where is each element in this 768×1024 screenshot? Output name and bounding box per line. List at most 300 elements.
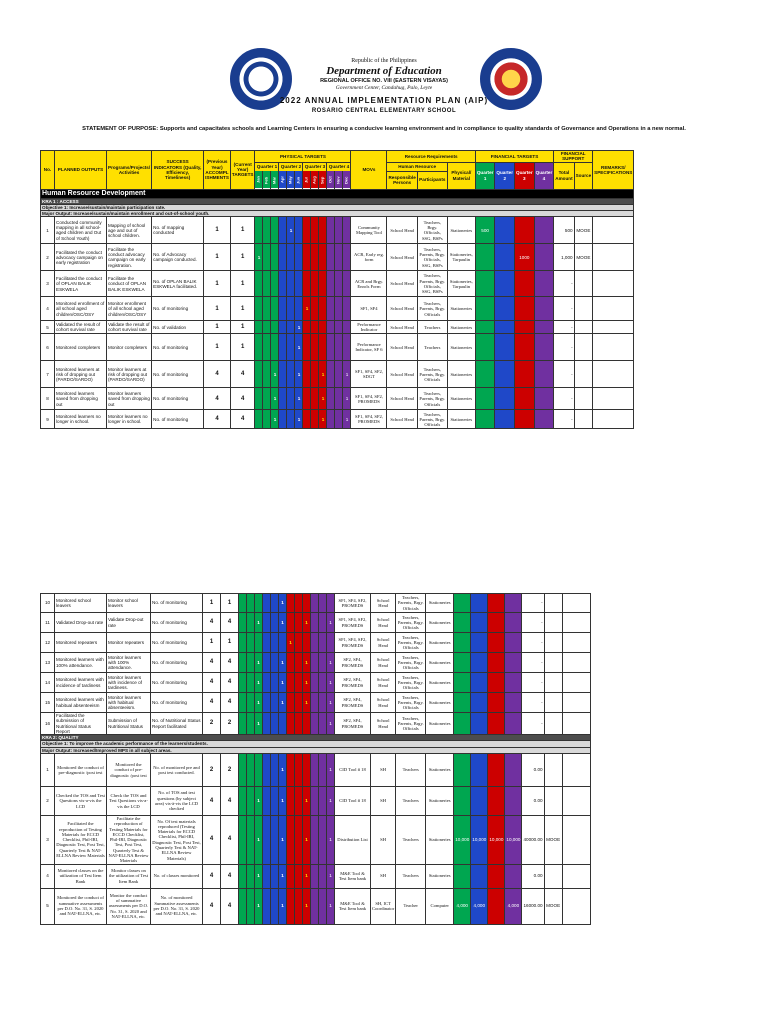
month-target-jun: 1	[279, 613, 287, 633]
row-number: 5	[41, 888, 55, 924]
table-row	[41, 410, 634, 429]
success-indicator: No. Of test materials reproduced (Testing Materials for ECCD Checklist, Phil-IRI, Diagnostic Test, Post Test, Quarterly Test & NAT-ELLNA Review Materials)	[151, 815, 203, 864]
participants: Teachers, Parents, Brgy. Officials	[417, 388, 447, 410]
month-target-jan	[239, 815, 247, 864]
planned-output: Facilitated the submission of Nutritional Status Report	[55, 713, 107, 735]
remarks	[562, 864, 590, 888]
responsible-person: School Head	[387, 388, 417, 410]
department-name: Department of Education	[326, 65, 442, 77]
responsible-person: School Head	[371, 693, 396, 713]
month-target-feb	[263, 410, 271, 429]
previous-accomplishment: 1	[204, 217, 231, 244]
planned-output: Monitored learners with 100% attendance.	[55, 653, 107, 673]
movs: Performance Indicator, SF 6	[351, 334, 387, 361]
month-target-jul	[303, 271, 311, 297]
month-jun: Jun	[295, 171, 303, 189]
table-body-page-1	[41, 217, 634, 429]
month-target-aug	[295, 864, 303, 888]
responsible-person: School Head	[371, 633, 396, 653]
month-target-nov	[335, 217, 343, 244]
success-indicator: No. of Nutritional Status Report facilitated	[151, 713, 203, 735]
month-target-nov	[319, 693, 327, 713]
purpose-label: STATEMENT OF PURPOSE:	[82, 126, 159, 132]
financial-quarter-3	[515, 217, 535, 244]
month-target-jan	[239, 693, 247, 713]
planned-output: Conducted community mapping in all school-aged children and Out of School Youth)	[55, 217, 107, 244]
financial-quarter-4	[534, 217, 554, 244]
row-number: 4	[41, 297, 55, 321]
success-indicator: No. of TOS and test questions (by subject area) vis-à-vis the LCD checked	[151, 786, 203, 815]
col-human-resource: Human Resource	[387, 162, 447, 171]
month-target-apr	[279, 244, 287, 271]
month-target-apr	[279, 297, 287, 321]
col-movs: MOVs	[351, 151, 387, 190]
table-row	[41, 271, 634, 297]
month-target-nov	[319, 888, 327, 924]
month-target-oct	[327, 244, 335, 271]
month-target-jul	[287, 864, 295, 888]
table-row	[41, 594, 591, 613]
planned-output: Monitored learners with incidence of tardiness	[55, 673, 107, 693]
major-output-2-label: Major Output: Increased/Improved MPS in all subject areas.	[41, 747, 591, 753]
month-target-jun: 1	[295, 334, 303, 361]
financial-quarter-3	[515, 271, 535, 297]
current-target: 4	[221, 653, 239, 673]
fund-source	[544, 786, 562, 815]
program-activity: Monitor learners with incidence of tardiness.	[107, 673, 151, 693]
success-indicator: No. of validation	[152, 321, 204, 334]
month-target-feb	[247, 815, 255, 864]
month-target-oct	[327, 217, 335, 244]
table-row	[41, 693, 591, 713]
month-target-feb	[247, 753, 255, 786]
current-target: 4	[221, 673, 239, 693]
participants: Teachers, Parents, Brgy. Officials, SSG, BSPs	[417, 244, 447, 271]
financial-quarter-4	[534, 271, 554, 297]
month-target-feb	[247, 673, 255, 693]
col-planned-outputs: PLANNED OUTPUTS	[55, 151, 107, 190]
month-target-jan	[239, 786, 247, 815]
month-target-mar: 1	[255, 815, 263, 864]
month-target-jan	[255, 410, 263, 429]
month-target-oct	[311, 673, 319, 693]
remarks	[562, 613, 590, 633]
financial-quarter-4	[505, 594, 522, 613]
col-quarter-2: Quarter 2	[279, 162, 303, 171]
responsible-person: School Head	[371, 653, 396, 673]
month-target-feb	[263, 334, 271, 361]
month-target-sep: 1	[319, 361, 327, 388]
responsible-person: SH	[371, 786, 396, 815]
fund-source	[574, 334, 593, 361]
month-target-feb	[247, 786, 255, 815]
table-row	[41, 673, 591, 693]
month-target-feb	[247, 633, 255, 653]
financial-quarter-3	[515, 297, 535, 321]
month-target-nov	[319, 713, 327, 735]
total-amount: -	[522, 713, 544, 735]
responsible-person: School Head	[371, 673, 396, 693]
month-target-jul: 1	[287, 633, 295, 653]
planned-output: Monitored school leavers	[55, 594, 107, 613]
month-target-jun: 1	[279, 653, 287, 673]
total-amount: -	[522, 633, 544, 653]
month-target-jun: 1	[279, 815, 287, 864]
month-target-oct	[311, 713, 319, 735]
row-number: 7	[41, 361, 55, 388]
responsible-person: School Head	[371, 613, 396, 633]
col-total-amount: Total Amount	[554, 162, 574, 189]
program-activity: Validate the result of cohort survival rate	[107, 321, 152, 334]
month-target-may	[287, 297, 295, 321]
financial-quarter-1	[475, 361, 495, 388]
month-target-jan	[255, 321, 263, 334]
month-target-apr	[263, 786, 271, 815]
month-target-oct	[311, 693, 319, 713]
month-target-sep	[303, 713, 311, 735]
success-indicator: No. of monitoring	[151, 673, 203, 693]
month-target-oct	[327, 321, 335, 334]
month-target-may	[271, 786, 279, 815]
month-target-sep	[319, 297, 327, 321]
financial-quarter-3	[488, 753, 505, 786]
financial-quarter-3	[515, 334, 535, 361]
physical-material: Stationeries	[447, 321, 475, 334]
month-target-jul	[287, 786, 295, 815]
movs: SF1, SF4	[351, 297, 387, 321]
month-target-nov	[335, 244, 343, 271]
month-target-mar: 1	[271, 388, 279, 410]
movs: Performance Indicator	[351, 321, 387, 334]
movs: ACR, Early reg. form	[351, 244, 387, 271]
success-indicator: No. of monitoring	[152, 388, 204, 410]
financial-quarter-1	[454, 753, 471, 786]
participants: Teachers, Parents, Brgy. Officials, SSG, BSPs	[417, 271, 447, 297]
month-target-feb	[247, 713, 255, 735]
financial-quarter-4: 4,000	[505, 888, 522, 924]
month-target-nov	[335, 334, 343, 361]
financial-quarter-2	[495, 334, 515, 361]
table-body-page-2-quality	[41, 753, 591, 924]
fund-source	[544, 613, 562, 633]
month-target-may	[271, 594, 279, 613]
responsible-person: School Head	[387, 334, 417, 361]
remarks	[562, 888, 590, 924]
remarks	[593, 217, 634, 244]
financial-quarter-1	[475, 321, 495, 334]
remarks	[593, 388, 634, 410]
month-target-aug	[295, 815, 303, 864]
financial-quarter-3	[515, 321, 535, 334]
month-target-mar	[255, 633, 263, 653]
month-target-oct	[311, 753, 319, 786]
financial-quarter-4	[534, 388, 554, 410]
month-target-oct	[327, 271, 335, 297]
responsible-person: School Head	[387, 361, 417, 388]
total-amount: 500	[554, 217, 574, 244]
financial-quarter-1	[454, 653, 471, 673]
month-target-nov	[335, 321, 343, 334]
kra-2-label: KRA 2: QUALITY	[41, 735, 591, 741]
month-target-may	[287, 388, 295, 410]
row-number: 1	[41, 753, 55, 786]
row-number: 4	[41, 864, 55, 888]
participants: Teachers	[396, 864, 426, 888]
col-quarter-4: Quarter 4	[327, 162, 351, 171]
col-current: (Current Year) TARGETS	[230, 151, 255, 190]
responsible-person: School Head	[387, 321, 417, 334]
month-target-jan	[239, 753, 247, 786]
month-target-jun: 1	[295, 410, 303, 429]
previous-accomplishment: 4	[203, 815, 221, 864]
month-target-sep: 1	[303, 786, 311, 815]
month-target-jul	[303, 217, 311, 244]
financial-quarter-4	[534, 297, 554, 321]
financial-quarter-1	[454, 594, 471, 613]
participants: Teachers, Parents, Brgy. Officials	[396, 613, 426, 633]
current-target: 1	[230, 217, 255, 244]
success-indicator: No. of monitoring	[151, 633, 203, 653]
planned-output: Validated the result of cohort survival rate	[55, 321, 107, 334]
table-row	[41, 753, 591, 786]
month-target-sep: 1	[303, 613, 311, 633]
remarks	[562, 753, 590, 786]
col-quarter-3: Quarter 3	[303, 162, 327, 171]
planned-output: Monitored learners at risk of dropping out (PARDO/SARDO)	[55, 361, 107, 388]
participants: Teacher	[396, 888, 426, 924]
program-activity: Monitor learners saved from dropping out	[107, 388, 152, 410]
col-quarter-1: Quarter 1	[255, 162, 279, 171]
planned-output: Monitored learners saved from dropping out	[55, 388, 107, 410]
previous-accomplishment: 1	[204, 321, 231, 334]
month-sep: Sep	[319, 171, 327, 189]
month-target-apr	[279, 334, 287, 361]
financial-quarter-1	[454, 633, 471, 653]
month-target-may	[271, 633, 279, 653]
total-amount: -	[522, 594, 544, 613]
financial-quarter-1	[475, 244, 495, 271]
month-target-jan	[255, 217, 263, 244]
section-title-row	[41, 189, 634, 198]
physical-material: Stationeries	[426, 633, 454, 653]
table-row	[41, 786, 591, 815]
month-target-nov	[319, 653, 327, 673]
month-target-jul	[287, 594, 295, 613]
col-participants: Participants	[417, 171, 447, 189]
total-amount: -	[554, 388, 574, 410]
col-fin-quarter-3: Quarter 3	[515, 162, 535, 189]
movs: SF1, SF4, SF2, PROMEDS	[351, 410, 387, 429]
col-physical-material: Physical/ Material	[447, 162, 475, 189]
col-indicators: SUCCESS INDICATORS (Quality, Efficiency, Timeliness)	[152, 151, 204, 190]
row-number: 12	[41, 633, 55, 653]
movs: M&E Tool & Test Item bank	[335, 864, 371, 888]
planned-output: Checked the TOS and Test Questions vis-a-vis the LCD	[55, 786, 107, 815]
month-target-jan	[239, 613, 247, 633]
financial-quarter-2	[495, 410, 515, 429]
physical-material: Stationeries, Tarpaulin	[447, 271, 475, 297]
responsible-person: School Head	[387, 271, 417, 297]
program-activity: Monitor learners at risk of dropping out (PARDO/SARDO)	[107, 361, 152, 388]
previous-accomplishment: 4	[204, 361, 231, 388]
month-target-oct	[311, 594, 319, 613]
section-title: Human Resource Development	[41, 189, 634, 198]
financial-quarter-3: 10,000	[488, 815, 505, 864]
current-target: 4	[230, 388, 255, 410]
month-target-jul	[287, 693, 295, 713]
fund-source	[544, 864, 562, 888]
responsible-person: SH	[371, 815, 396, 864]
remarks	[562, 786, 590, 815]
month-target-mar: 1	[271, 361, 279, 388]
success-indicator: No. of monitoring	[152, 334, 204, 361]
previous-accomplishment: 1	[204, 297, 231, 321]
financial-quarter-1: 500	[475, 217, 495, 244]
month-target-feb	[263, 217, 271, 244]
month-target-may	[287, 410, 295, 429]
month-target-nov	[319, 633, 327, 653]
financial-quarter-1	[454, 693, 471, 713]
previous-accomplishment: 4	[203, 693, 221, 713]
month-target-may	[271, 673, 279, 693]
month-target-sep: 1	[303, 693, 311, 713]
planned-output: Monitored the conduct of summative assessments per D.O. No. 31, S. 2020 and NAT-ELLNA, etc.	[55, 888, 107, 924]
month-target-apr	[279, 410, 287, 429]
participants: Teachers, Parents, Brgy. Officials	[417, 297, 447, 321]
participants: Teachers	[396, 786, 426, 815]
current-target: 4	[230, 410, 255, 429]
month-target-may	[287, 334, 295, 361]
financial-quarter-2	[471, 613, 488, 633]
month-target-aug	[311, 334, 319, 361]
planned-output: Monitored repeaters	[55, 633, 107, 653]
previous-accomplishment: 4	[203, 673, 221, 693]
table-row	[41, 864, 591, 888]
physical-material: Stationeries	[426, 753, 454, 786]
previous-accomplishment: 4	[203, 888, 221, 924]
financial-quarter-2	[471, 786, 488, 815]
month-target-jan: 1	[255, 244, 263, 271]
month-target-jul	[303, 410, 311, 429]
financial-quarter-4	[505, 864, 522, 888]
month-target-jun: 1	[295, 388, 303, 410]
month-target-jun	[295, 244, 303, 271]
month-target-oct	[327, 410, 335, 429]
previous-accomplishment: 2	[203, 753, 221, 786]
planned-output: Facilitated the conduct of OPLAN BALIK ESKWELA	[55, 271, 107, 297]
month-target-may	[271, 753, 279, 786]
table-row	[41, 361, 634, 388]
month-target-feb	[263, 321, 271, 334]
month-target-nov	[335, 271, 343, 297]
financial-quarter-2	[471, 633, 488, 653]
month-target-mar	[271, 334, 279, 361]
month-target-feb	[247, 653, 255, 673]
remarks	[562, 653, 590, 673]
financial-quarter-1	[475, 388, 495, 410]
movs: M&E Tool & Test Item bank	[335, 888, 371, 924]
month-target-jan	[239, 673, 247, 693]
financial-quarter-4	[534, 334, 554, 361]
month-target-aug	[295, 613, 303, 633]
month-jan: Jan	[255, 171, 263, 189]
month-target-sep: 1	[303, 888, 311, 924]
current-target: 4	[221, 888, 239, 924]
month-target-nov	[319, 815, 327, 864]
col-source: Source	[574, 162, 593, 189]
month-target-apr	[279, 361, 287, 388]
month-target-jan	[239, 713, 247, 735]
planned-output: Monitored enrollment of all school aged children/OSC/OSY	[55, 297, 107, 321]
financial-quarter-3: 1000	[515, 244, 535, 271]
month-target-mar: 1	[255, 693, 263, 713]
month-target-mar: 1	[255, 888, 263, 924]
month-target-apr	[263, 613, 271, 633]
month-target-oct	[327, 361, 335, 388]
program-activity: Monitor school leavers	[107, 594, 151, 613]
success-indicator: No. of monitored pre and post test conducted.	[151, 753, 203, 786]
previous-accomplishment: 4	[203, 786, 221, 815]
remarks	[562, 693, 590, 713]
month-target-jan	[239, 594, 247, 613]
program-activity: Monitor the conduct of summative assessments per D.O. No. 31, S. 2020 and NAT-ELLNA, etc.	[107, 888, 151, 924]
fund-source	[574, 271, 593, 297]
month-target-feb	[247, 864, 255, 888]
financial-quarter-1	[454, 864, 471, 888]
financial-quarter-2	[471, 673, 488, 693]
row-number: 1	[41, 217, 55, 244]
month-target-sep: 1	[303, 864, 311, 888]
kra-1-label: KRA 1 : ACCESS	[41, 198, 634, 204]
financial-quarter-1	[454, 786, 471, 815]
row-number: 13	[41, 653, 55, 673]
total-amount: -	[522, 653, 544, 673]
month-target-jul	[303, 244, 311, 271]
month-target-jun: 1	[279, 864, 287, 888]
physical-material: Computer	[426, 888, 454, 924]
month-target-mar	[271, 217, 279, 244]
month-target-apr	[263, 888, 271, 924]
month-target-jun: 1	[279, 693, 287, 713]
financial-quarter-4	[534, 410, 554, 429]
table-body-page-2-access	[41, 594, 591, 735]
month-target-sep	[319, 217, 327, 244]
row-number: 2	[41, 786, 55, 815]
month-target-dec	[343, 271, 351, 297]
month-target-may	[271, 693, 279, 713]
success-indicator: No. of OPLAN BALIK ESKWELA facilitated.	[152, 271, 204, 297]
row-number: 3	[41, 271, 55, 297]
financial-quarter-4	[534, 321, 554, 334]
success-indicator: No. of Advocacy campaign conducted.	[152, 244, 204, 271]
program-activity: Monitor learners with habitual absenteeism.	[107, 693, 151, 713]
remarks	[562, 713, 590, 735]
row-number: 16	[41, 713, 55, 735]
success-indicator: No. of mapping conducted	[152, 217, 204, 244]
physical-material: Stationeries	[426, 815, 454, 864]
responsible-person: School Head	[387, 297, 417, 321]
financial-quarter-4	[505, 673, 522, 693]
fund-source	[574, 410, 593, 429]
planned-output: Monitored completers	[55, 334, 107, 361]
major-output-1-label: Major Output: Increase/sustain/maintain enrollment and out-of-school youth.	[41, 211, 634, 217]
physical-material: Stationeries	[447, 361, 475, 388]
financial-quarter-4	[505, 653, 522, 673]
month-target-feb	[247, 613, 255, 633]
month-feb: Feb	[263, 171, 271, 189]
previous-accomplishment: 4	[203, 613, 221, 633]
month-target-aug	[295, 653, 303, 673]
